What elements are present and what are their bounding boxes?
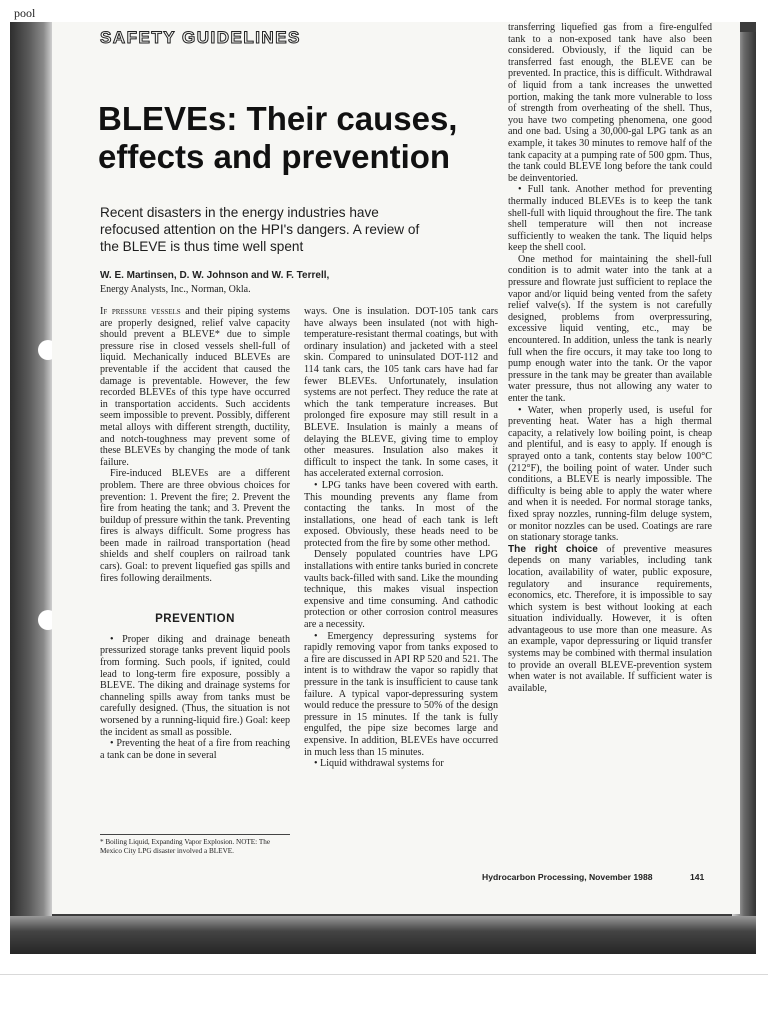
footnote: * Boiling Liquid, Expanding Vapor Explosion. NOTE: The Mexico City LPG disaster involved a BLEVE. bbox=[100, 834, 290, 855]
prevention-subhead: PREVENTION bbox=[155, 613, 235, 626]
right-choice-paragraph bbox=[508, 544, 712, 695]
fire-induced-paragraph: Fire-induced BLEVEs are a different problem. There are three obvious choices for prevention: 1. Prevent the fire; 2. Prevent the fire from heating the tank; and 3. Prevent the buildup of pressure within the tank. Preventing fires is always difficult. Some progress has been made in railroad transportation (head shields and shelf couplers on railroad tank cars). Goal: to prevent liquefied gas spills and fires following derailments. bbox=[100, 468, 290, 584]
section-label: SAFETY GUIDELINES bbox=[100, 28, 301, 47]
right-choice-text: of preventive measures depends on many variables, including tank location, availability of water, public exposure, regulatory and insurance requirements, economics, etc. Therefore, it is impossible to say which system is best without looking at each situation individually. However, it is often advantageous to use more than one measure. As an example, vapor depressuring or liquid transfer systems may be combined with thermal insulation to provide an overall BLEVE-prevention system when water is not available. If sufficient water is available, bbox=[508, 543, 712, 694]
buried-tanks-paragraph: Densely populated countries have LPG installations with entire tanks buried in concrete vaults back-filled with sand. Like the mounding technique, this makes visual inspection expensive and time consuming. And cathodic protection or other corrosion control measures are a necessity. bbox=[304, 549, 498, 631]
document-page bbox=[52, 22, 740, 914]
insulation-paragraph: ways. One is insulation. DOT-105 tank cars have always been insulated (not with high-temperature-resistant thermal coatings, but with ordinary insulation) and jacketed with a steel skin. Compared to uninsulated DOT-112 and 114 tank cars, the 105 tank cars have had far fewer BLEVEs. Unfortunately, insulation systems are not perfect. They reduce the rate at which the tank temperature increases. But prolonged fire exposure may still result in a BLEVE. Insulation is mainly a means of delaying the BLEVE, giving time to employ other measures. Insulation also makes it difficult to inspect the tank. In some cases, it has accelerated external corrosion. bbox=[304, 306, 498, 480]
handwritten-margin-mark: pool bbox=[14, 6, 36, 20]
article-deck: Recent disasters in the energy industries have refocused attention on the HPI's dangers. A review of the BLEVE is thus time well spent bbox=[100, 205, 420, 254]
heat-bullet: • Preventing the heat of a fire from reaching a tank can be done in several bbox=[100, 738, 290, 761]
column-1 bbox=[100, 306, 290, 761]
depressuring-bullet: • Emergency depressuring systems for rapidly removing vapor from tanks exposed to a fire are discussed in API RP 520 and 521. The intent is to withdraw the vapor so rapidly that pressure in the tank is insufficient to cause tank failure. A typical vapor-depressuring system would reduce the pressure to 50% of the design pressure in 15 minutes. If the tank is fully engulfed, the pipe size becomes large and expensive. In addition, BLEVEs have occurred in much less than 15 minutes. bbox=[304, 630, 498, 758]
journal-footer: Hydrocarbon Processing, November 1988 bbox=[482, 872, 653, 882]
page-edge-bottom bbox=[10, 916, 756, 954]
diking-bullet: • Proper diking and drainage beneath pressurized storage tanks prevent liquid pools from forming. Such pools, if ignited, could lead to long-term fire exposure, possibly a BLEVE. The diking and drainage systems for channeling spills away from tanks must be carefully designed. (Thus, the situation is not worsened by a running-liquid fire.) Goal: keep the incident as small as possible. bbox=[100, 633, 290, 738]
lead-in: If pressure vessels bbox=[100, 306, 181, 317]
transfer-paragraph: transferring liquefied gas from a fire-engulfed tank to a non-exposed tank have also been considered. Obviously, if the liquid can be transferred fast enough, the BLEVE can be prevented. In practice, this is difficult. Withdrawal of liquid from a tank increases the unwetted portion, making the tank more vulnerable to loss of strength from overheating of the shell. Thus, you have two competing phenomena, one good and one bad. Using a 30,000-gal LPG tank as an example, it takes 30 minutes to remove half of the tank capacity at a pumping rate of 500 gpm. Thus, the tank could BLEVE long before the tank could be deinventoried. bbox=[508, 22, 712, 184]
byline: W. E. Martinsen, D. W. Johnson and W. F. Terrell, bbox=[100, 270, 330, 281]
water-bullet: • Water, when properly used, is useful for preventing heat. Water has a high thermal capacity, a relatively low boiling point, is cheap and plentiful, and is easy to apply. If enough is sprayed onto a tank, contents stay below 100°C (212°F), the boiling point of water. Under such conditions, a BLEVE is nearly impossible. The difficulty is being able to apply the water where and when it is needed. For normal storage tanks, fixed spray nozzles, running-film deluge system, or monitor nozzles can be used. Coatings are rare on stationary storage tanks. bbox=[508, 404, 712, 544]
scanner-rule bbox=[0, 974, 768, 975]
intro-paragraph bbox=[100, 306, 290, 468]
article-title: BLEVEs: Their causes, effects and prevention bbox=[98, 100, 458, 175]
page-edge-left bbox=[10, 22, 52, 954]
intro-text: and their piping systems are properly designed, relief valve capacity should prevent a BLEVE* due to simple pressure rise in closed vessels shell-full of liquid. Mechanically induced BLEVEs are preventable if the accident that caused the damage is preventable. However, the few recorded BLEVEs of this type have occurred in transportation accidents. Such accidents seem impossible to prevent. Possibly, different metal alloys with different strength, ductility, and notch-toughness may prevent some of these BLEVEs by changing the mode of tank failure. bbox=[100, 306, 290, 468]
shell-full-paragraph: One method for maintaining the shell-full condition is to admit water into the tank at a pressure and flowrate just sufficient to replace the vapor and/or liquid being vented from the safety relief valve(s). If the system is not carefully designed, problems from overpressuring, excessive liquid venting, etc., may be encountered. In addition, unless the tank is nearly full when the fire occurs, it may take too long to pump enough water into the tank. Or the vapor pressure in the tank may be greater than available water pressure, thus not allowing any water to enter the tank. bbox=[508, 253, 712, 404]
full-tank-bullet: • Full tank. Another method for preventing thermally induced BLEVEs is to keep the tank shell-full with liquid throughout the fire. The tank shell temperature will then not increase sufficiently to weaken the tank. The liquid helps keep the shell cool. bbox=[508, 184, 712, 254]
page-number: 141 bbox=[690, 872, 705, 882]
lpg-bullet: • LPG tanks have been covered with earth. This mounding prevents any flame from contacting the tanks. In most of the installations, one head of each tank is left exposed. Obviously, these heads need to be protected from the fire by some other method. bbox=[304, 479, 498, 549]
column-3 bbox=[508, 22, 712, 694]
affiliation: Energy Analysts, Inc., Norman, Okla. bbox=[100, 284, 251, 295]
column-2 bbox=[304, 306, 498, 770]
liquid-withdrawal-bullet: • Liquid withdrawal systems for bbox=[314, 758, 444, 770]
right-choice-runin: The right choice bbox=[508, 543, 598, 555]
